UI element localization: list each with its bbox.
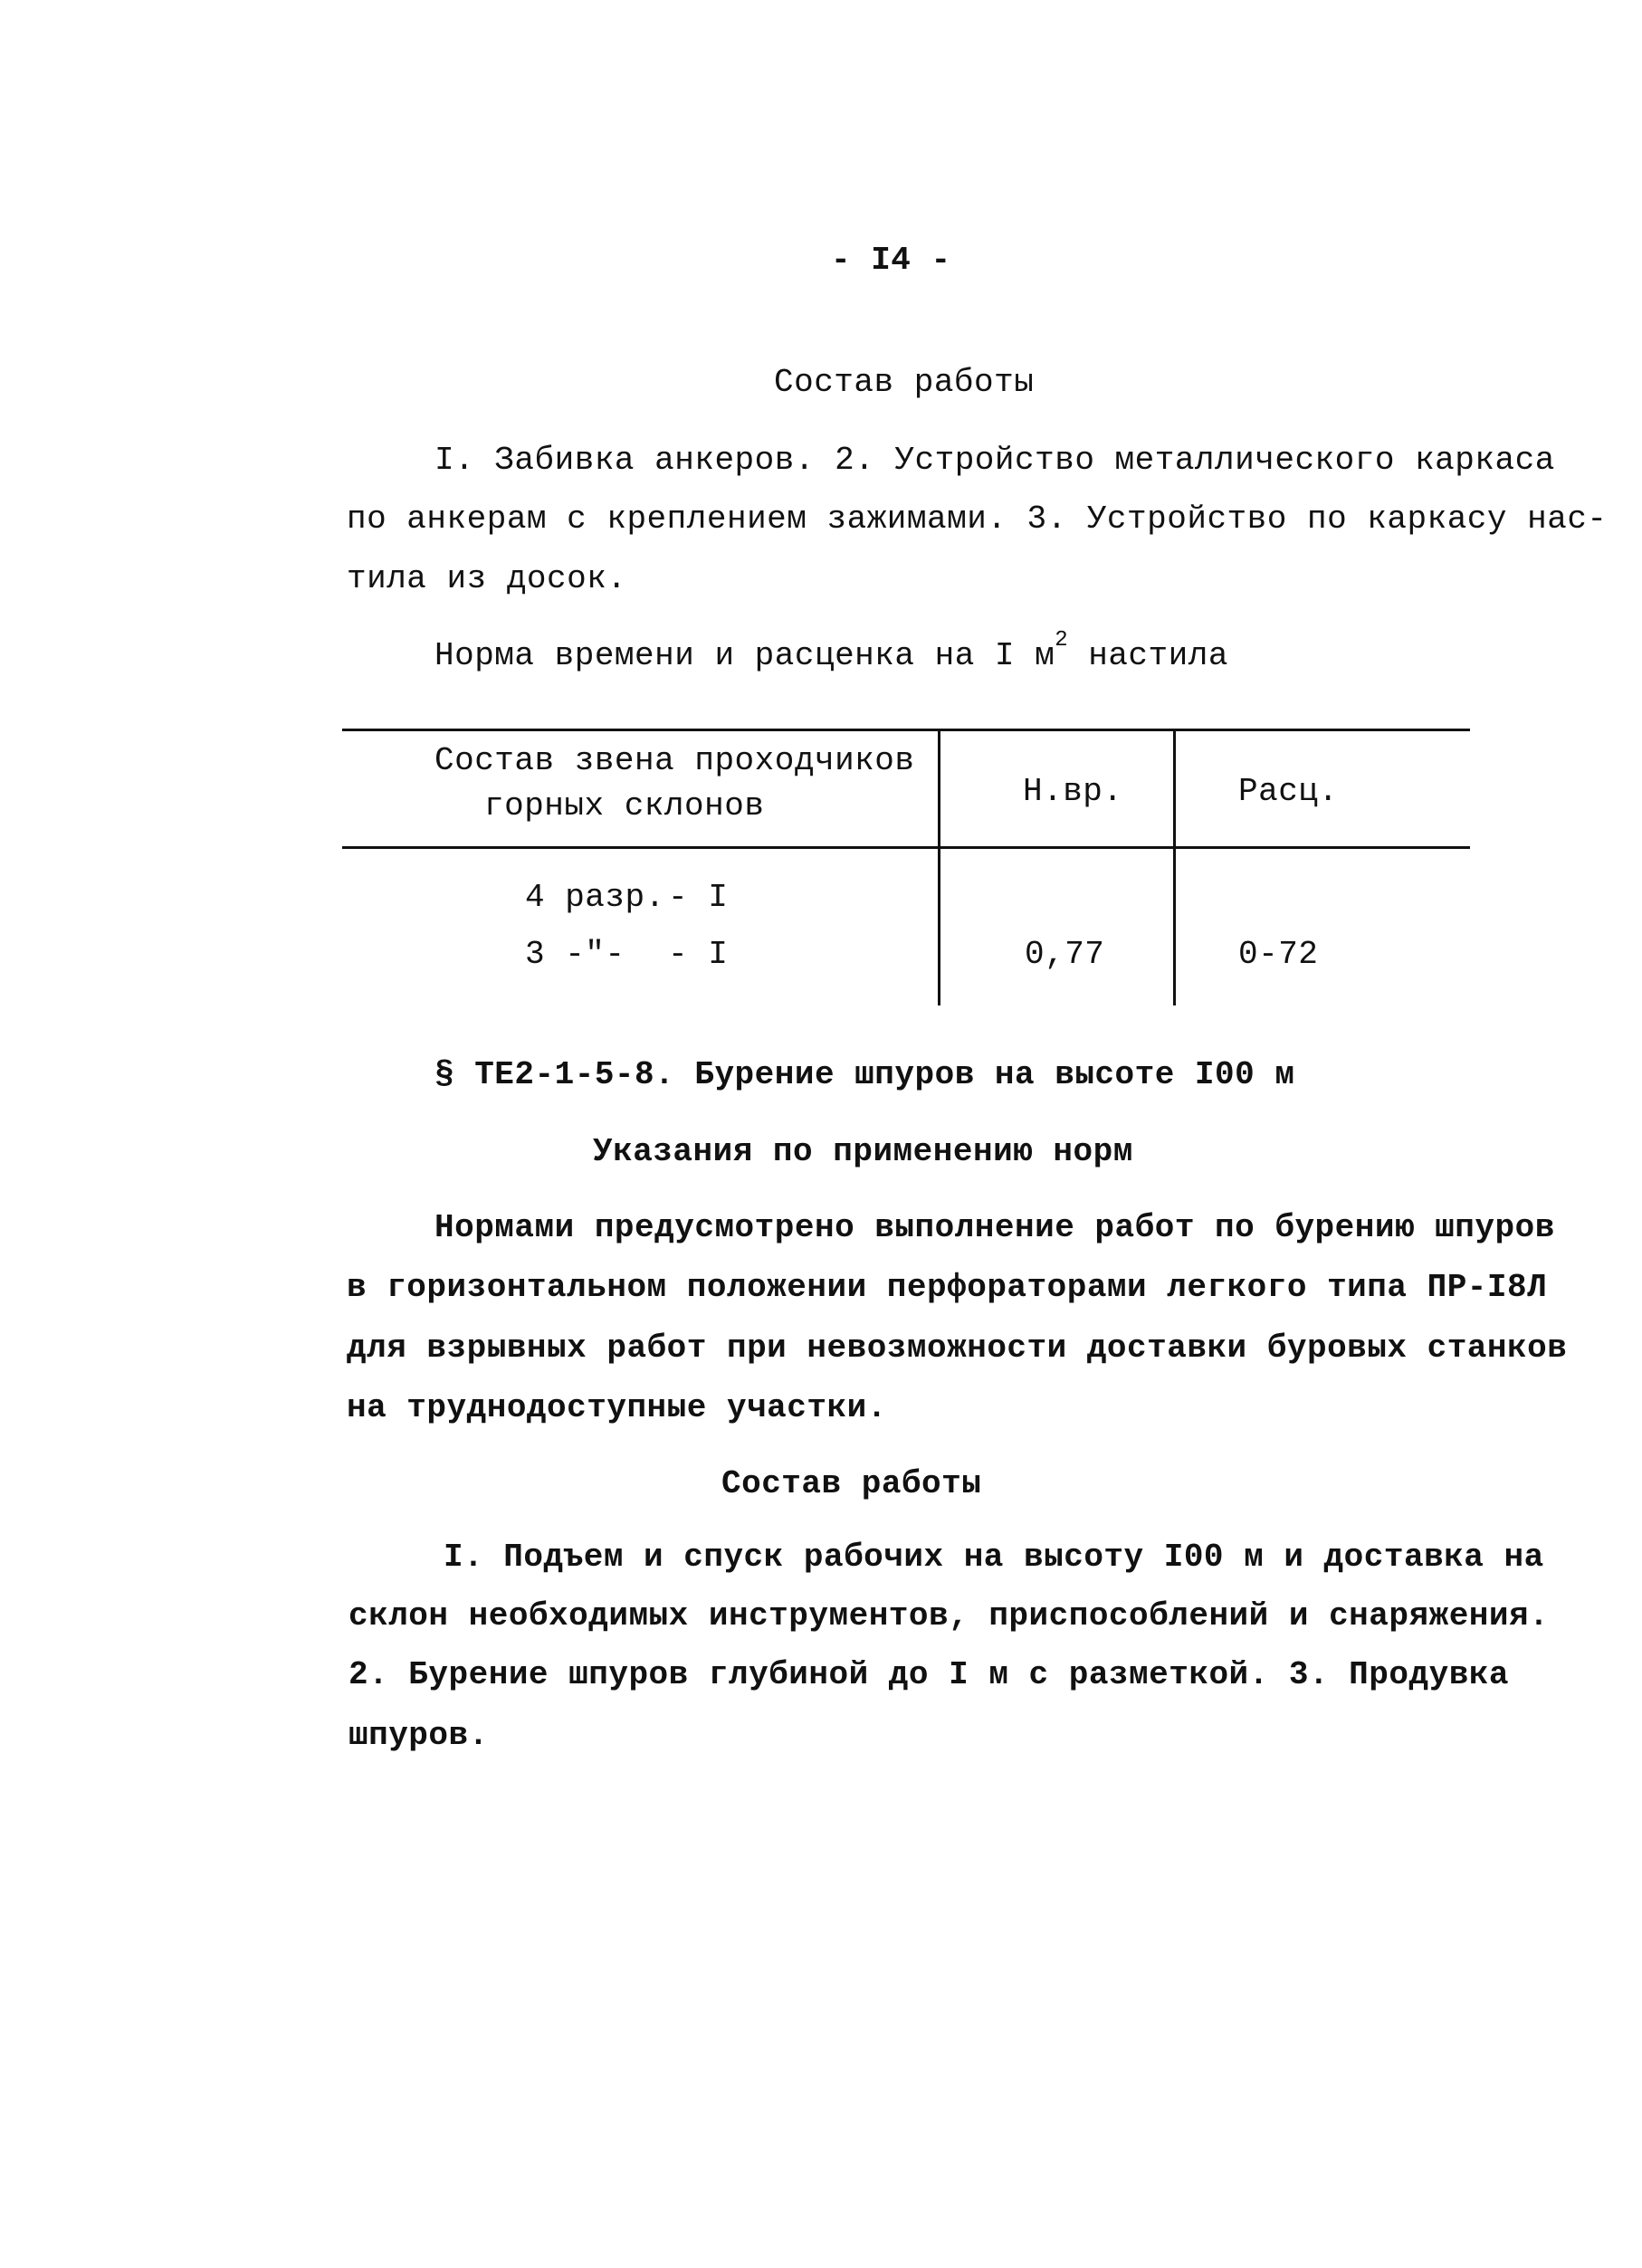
work-composition-heading: Состав работы: [721, 1465, 982, 1502]
norm-caption-text: Норма времени и расценка на I м: [434, 637, 1055, 674]
norm-caption-suffix: настила: [1068, 637, 1228, 674]
work2-line-4: шпуров.: [348, 1717, 489, 1754]
para-line-1: Нормами предусмотрено выполнение работ по бурению шпуров: [434, 1209, 1555, 1246]
table-col-divider-2: [1173, 729, 1176, 1005]
table-col-divider-1: [938, 729, 940, 1005]
section-title: § ТЕ2-1-5-8. Бурение шпуров на высоте I00 м: [434, 1056, 1295, 1093]
header-composition-line-2: горных склонов: [484, 787, 765, 824]
norm-caption: [434, 628, 1228, 674]
work2-line-2: склон необходимых инструментов, приспособлений и снаряжения.: [348, 1597, 1550, 1634]
row-rank-1: 4 разр.: [525, 879, 665, 916]
work-line-1: I. Забивка анкеров. 2. Устройство металлического каркаса: [434, 442, 1555, 479]
instructions-heading: Указания по применению норм: [593, 1133, 1133, 1170]
row-count-2: - I: [668, 936, 729, 973]
section-heading: Состав работы: [774, 364, 1035, 401]
table-header-rule: [342, 846, 1470, 849]
para-line-4: на труднодоступные участки.: [347, 1389, 887, 1426]
table-top-rule: [342, 729, 1470, 731]
cell-time-value: 0,77: [1025, 936, 1105, 973]
para-line-2: в горизонтальном положении перфораторами легкого типа ПР-I8Л: [347, 1269, 1548, 1306]
row-count-1: - I: [668, 879, 729, 916]
row-rank-2: 3 -"-: [525, 936, 625, 973]
norm-caption-superscript: 2: [1055, 628, 1069, 653]
cell-rate-value: 0-72: [1238, 936, 1319, 973]
para-line-3: для взрывных работ при невозможности доставки буровых станков: [347, 1329, 1568, 1367]
header-composition-line-1: Состав звена проходчиков: [434, 742, 915, 779]
work-line-2: по анкерам с креплением зажимами. 3. Устройство по каркасу нас-: [347, 500, 1608, 538]
page-number: - I4 -: [831, 242, 951, 279]
header-rate: Расц.: [1238, 773, 1339, 810]
work-line-3: тила из досок.: [347, 560, 627, 597]
work2-line-1: I. Подъем и спуск рабочих на высоту I00 м и доставка на: [444, 1539, 1544, 1576]
header-time-norm: Н.вр.: [1023, 773, 1123, 810]
work2-line-3: 2. Бурение шпуров глубиной до I м с разметкой. 3. Продувка: [348, 1656, 1510, 1693]
